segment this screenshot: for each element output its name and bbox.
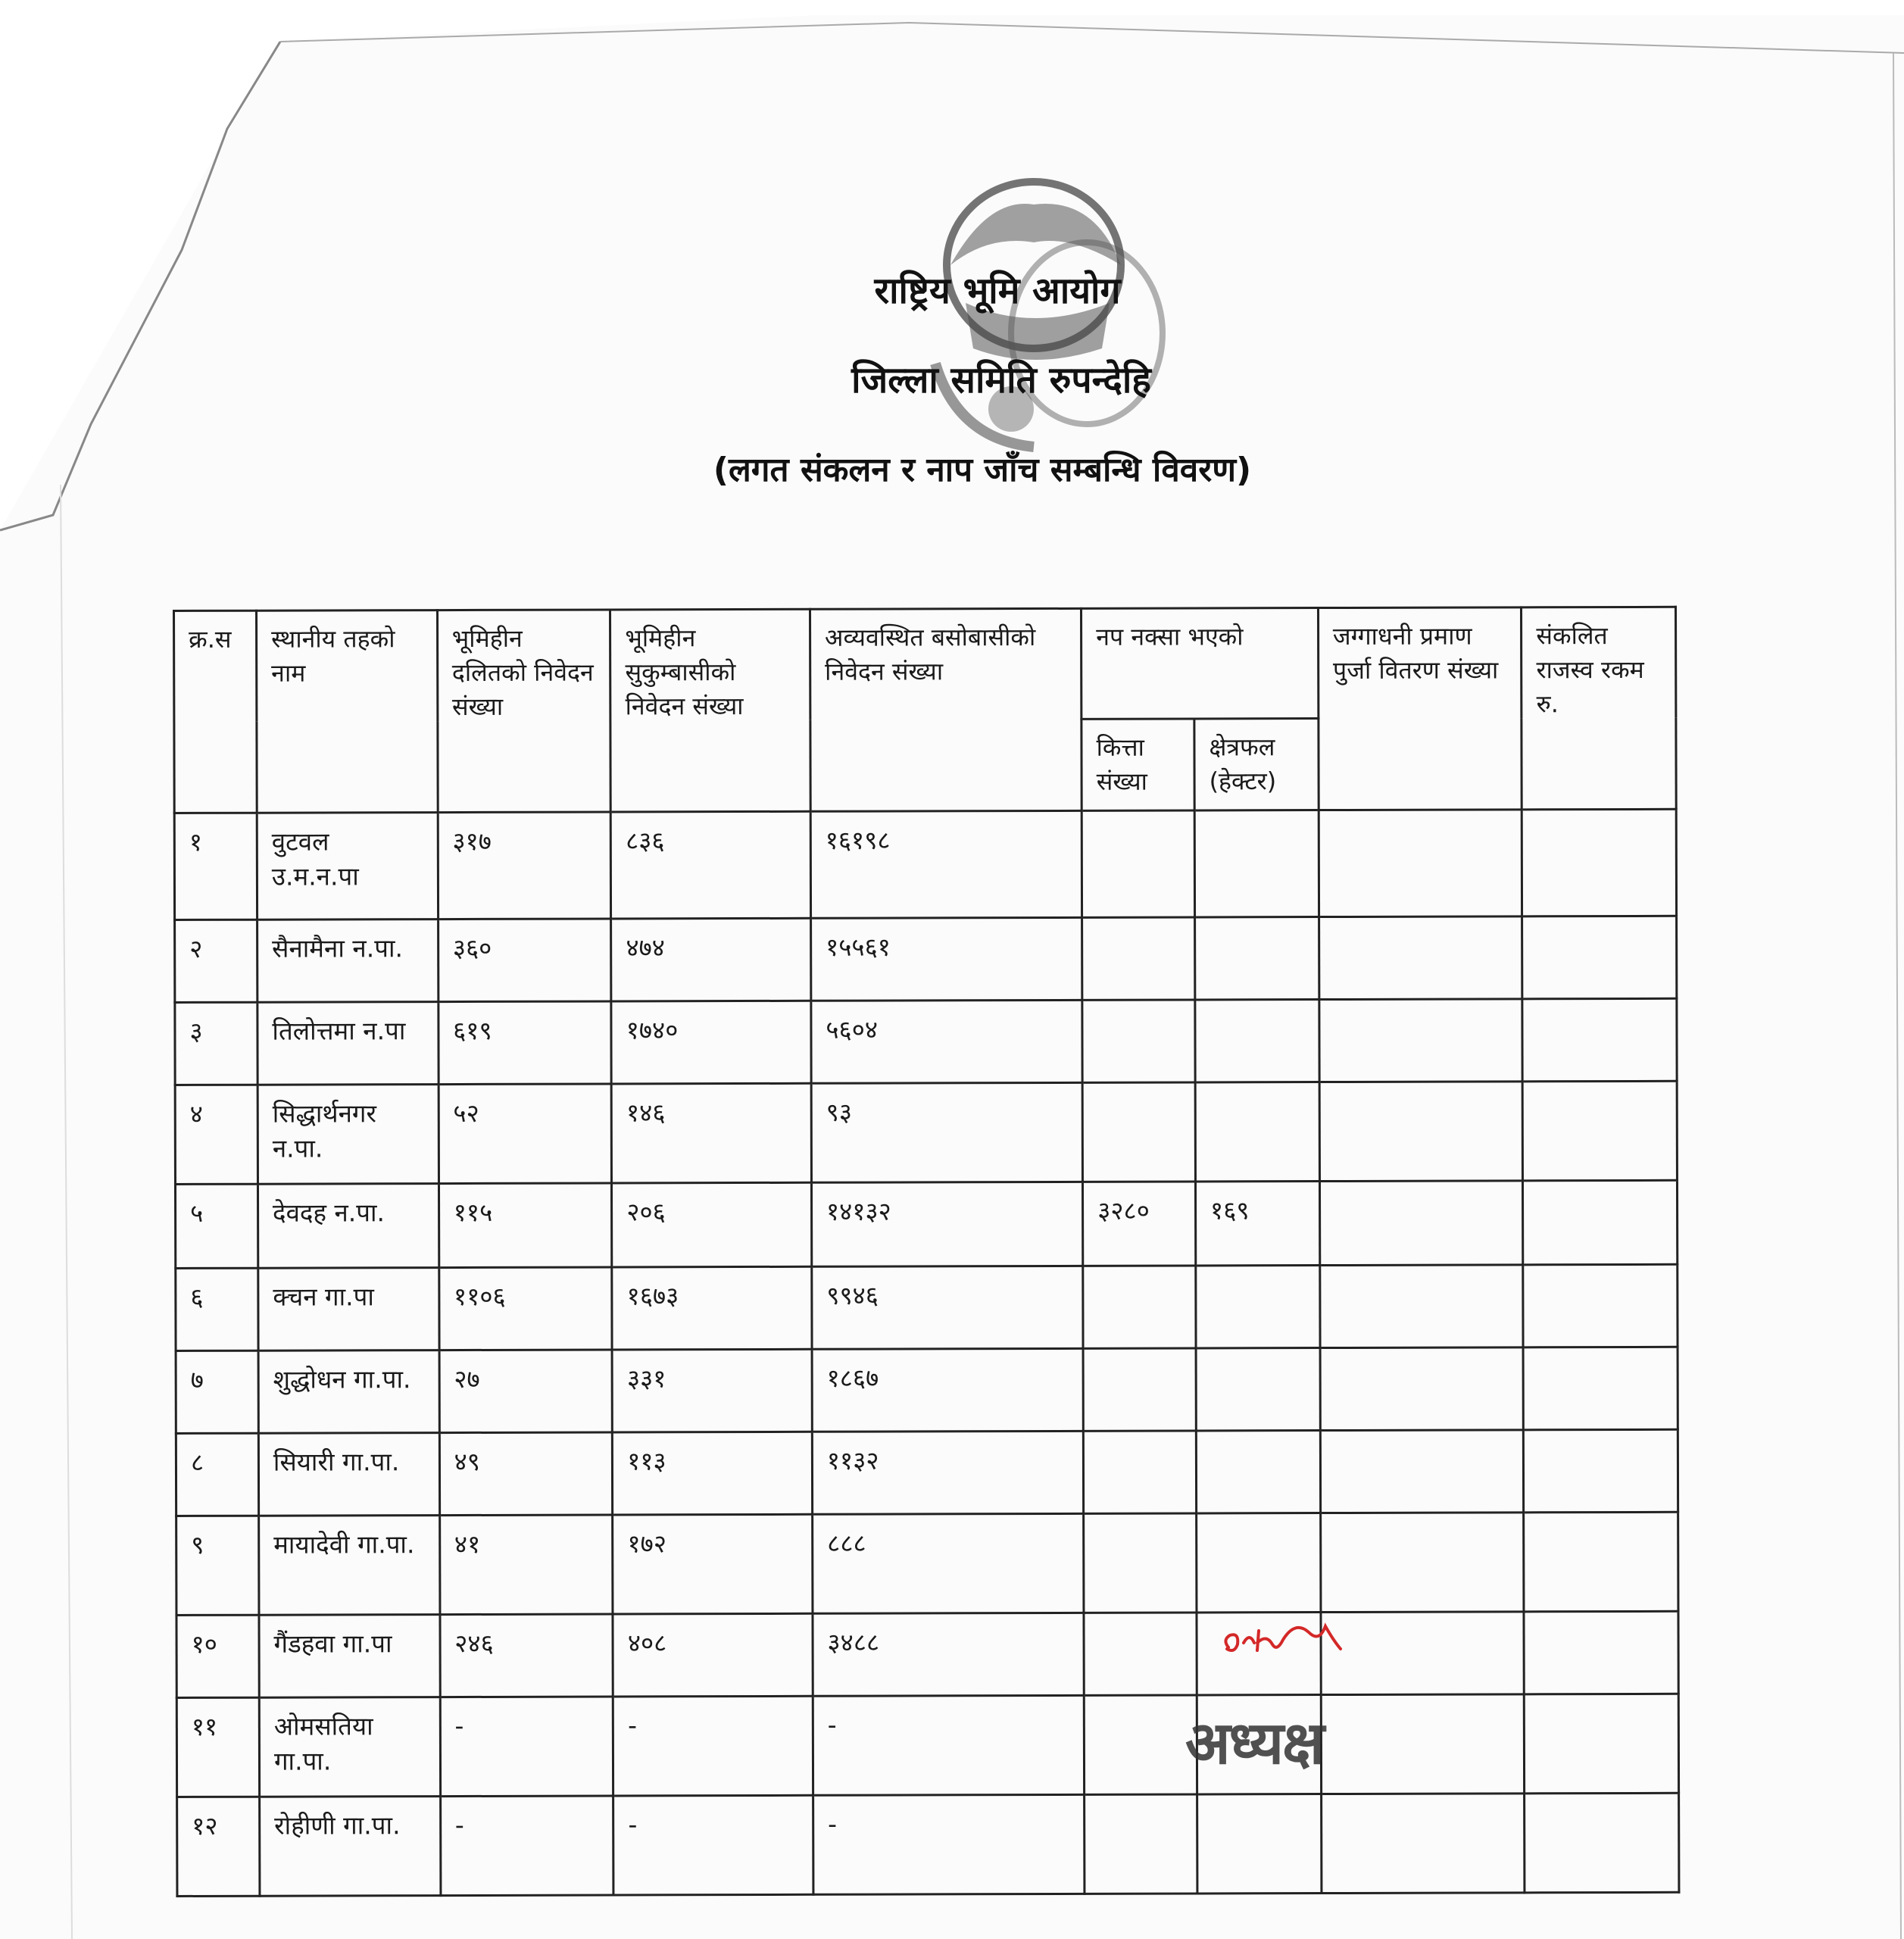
cell-rajasva: [1523, 1264, 1678, 1347]
table-row: [176, 1347, 1678, 1433]
cell-kitta: [1084, 1513, 1197, 1613]
cell-rajasva: [1524, 1512, 1678, 1612]
cell-name: सैनामैना न.पा.: [258, 919, 439, 1002]
cell-sn: ८: [176, 1433, 258, 1516]
cell-jagga: [1319, 998, 1523, 1082]
table-row: [176, 1512, 1678, 1615]
cell-dalit: ३१७: [438, 812, 611, 920]
chairperson-designation: अध्यक्ष: [1185, 1709, 1324, 1778]
cell-kitta: [1085, 1794, 1197, 1894]
cell-rajasva: [1523, 1180, 1678, 1265]
cell-area: [1194, 810, 1319, 916]
cell-sukumbasi: ४०८: [613, 1613, 813, 1697]
cell-sn: ११: [176, 1697, 259, 1797]
org-title: राष्ट्रिय भूमि आयोग: [874, 270, 1121, 312]
cell-sn: ६: [176, 1268, 258, 1350]
cell-jagga: [1319, 809, 1522, 916]
cell-sukumbasi: ३३१: [612, 1349, 812, 1432]
cell-kitta: [1082, 1000, 1195, 1082]
cell-sukumbasi: -: [613, 1795, 813, 1895]
cell-name: सियारी गा.पा.: [258, 1432, 439, 1516]
cell-avyavasthit: ५६०४: [811, 1000, 1083, 1083]
cell-avyavasthit: १८६७: [812, 1348, 1084, 1432]
cell-jagga: [1320, 1347, 1524, 1430]
table-header-row: [174, 607, 1676, 721]
cell-sn: १: [174, 813, 257, 920]
cell-rajasva: [1524, 1694, 1678, 1794]
cell-name: मायादेवी गा.पा.: [259, 1515, 440, 1615]
col-header-area: क्षेत्रफल (हेक्टर): [1194, 719, 1319, 810]
cell-avyavasthit: -: [813, 1695, 1085, 1795]
cell-dalit: २४६: [440, 1614, 613, 1697]
cell-rajasva: [1524, 1611, 1678, 1694]
cell-sn: ३: [175, 1002, 258, 1085]
cell-rajasva: [1522, 809, 1676, 916]
cell-sukumbasi: १७४०: [611, 1001, 811, 1084]
cell-dalit: ४१: [439, 1515, 613, 1615]
cell-rajasva: [1522, 916, 1677, 999]
cell-sn: ७: [176, 1350, 258, 1433]
table-row: [176, 1264, 1678, 1350]
cell-area: [1197, 1513, 1321, 1612]
cell-avyavasthit: ८८८: [813, 1513, 1085, 1613]
cell-name: गैंडहवा गा.पा: [259, 1614, 440, 1697]
table-row: [175, 1081, 1677, 1184]
cell-rajasva: [1522, 998, 1677, 1082]
cell-avyavasthit: ३४८८: [813, 1613, 1085, 1696]
col-header-sn: क्र.स: [174, 610, 258, 813]
cell-avyavasthit: १५५६१: [810, 917, 1082, 1001]
cell-name: रोहीणी गा.पा.: [260, 1796, 441, 1896]
cell-name: शुद्धोधन गा.पा.: [258, 1350, 439, 1433]
cell-jagga: [1320, 1429, 1524, 1513]
col-header-kitta: कित्ता संख्या: [1082, 719, 1194, 810]
handwritten-signature: [1219, 1610, 1356, 1663]
col-header-sukumbasi: भूमिहीन सुकुम्बासीको निवेदन संख्या: [610, 609, 810, 811]
cell-avyavasthit: ९३: [811, 1082, 1083, 1182]
cell-rajasva: [1525, 1793, 1679, 1893]
col-header-name: स्थानीय तहको नाम: [256, 610, 437, 813]
cell-name: क्चन गा.पा: [258, 1267, 439, 1350]
cell-area: [1196, 1265, 1320, 1347]
cell-kitta: ३२८०: [1083, 1182, 1196, 1266]
cell-sn: १२: [177, 1797, 260, 1896]
cell-avyavasthit: १४१३२: [811, 1182, 1083, 1266]
cell-area: [1195, 1082, 1319, 1181]
cell-dalit: -: [440, 1796, 613, 1896]
cell-dalit: ५२: [439, 1084, 612, 1184]
cell-area: [1196, 1347, 1320, 1430]
table-row: [174, 809, 1676, 920]
cell-area: १६९: [1195, 1181, 1319, 1265]
table-row: [176, 1611, 1678, 1697]
cell-jagga: [1320, 1264, 1524, 1347]
table-row: [177, 1793, 1679, 1896]
cell-sn: १०: [176, 1615, 259, 1697]
cell-avyavasthit: ९९४६: [812, 1266, 1084, 1349]
cell-kitta: [1083, 1266, 1196, 1348]
table-row: [175, 998, 1677, 1085]
cell-dalit: ३६०: [438, 919, 611, 1002]
table-row: [175, 916, 1677, 1002]
survey-data-table: [173, 606, 1680, 1897]
col-header-nap: नप नक्सा भएको: [1082, 608, 1319, 720]
col-header-jagga: जग्गाधनी प्रमाण पुर्जा वितरण संख्या: [1318, 607, 1522, 810]
cell-sn: ९: [176, 1516, 259, 1615]
col-header-avyavasthit: अव्यवस्थित बसोबासीको निवेदन संख्या: [810, 608, 1082, 811]
cell-jagga: [1319, 1180, 1523, 1265]
cell-sn: २: [175, 920, 258, 1002]
cell-jagga: [1321, 1694, 1525, 1794]
cell-jagga: [1319, 916, 1522, 999]
cell-kitta: [1083, 1348, 1196, 1431]
cell-dalit: ११०६: [439, 1267, 612, 1350]
table-row: [176, 1694, 1678, 1797]
cell-sukumbasi: ११३: [613, 1432, 813, 1515]
committee-title: जिल्ला समिति रुपन्देहि: [851, 359, 1151, 401]
col-header-dalit: भूमिहीन दलितको निवेदन संख्या: [437, 610, 610, 812]
cell-name: ओमसतिया गा.पा.: [259, 1697, 440, 1797]
cell-dalit: ११५: [439, 1183, 612, 1268]
table-row: [175, 1180, 1677, 1268]
cell-kitta: [1082, 810, 1194, 917]
cell-dalit: -: [440, 1697, 613, 1797]
cell-area: [1196, 1430, 1320, 1513]
cell-sukumbasi: २०६: [612, 1182, 812, 1267]
cell-rajasva: [1524, 1429, 1678, 1513]
cell-sukumbasi: -: [613, 1696, 813, 1796]
cell-name: वुटवल उ.म.न.पा: [257, 812, 438, 920]
cell-kitta: [1084, 1613, 1197, 1695]
cell-avyavasthit: ११३२: [812, 1431, 1084, 1514]
cell-dalit: २७: [439, 1350, 613, 1433]
cell-area: [1197, 1794, 1322, 1893]
table-body: [174, 809, 1679, 1896]
cell-name: सिद्धार्थनगर न.पा.: [258, 1084, 439, 1184]
cell-name: तिलोत्तमा न.पा: [258, 1001, 439, 1085]
cell-kitta: [1082, 1082, 1195, 1182]
cell-sn: ४: [175, 1085, 258, 1184]
cell-dalit: ६१९: [439, 1001, 612, 1085]
cell-sukumbasi: ४७४: [611, 918, 811, 1001]
cell-name: देवदह न.पा.: [258, 1183, 439, 1268]
cell-sukumbasi: १६७३: [612, 1266, 812, 1350]
cell-jagga: [1319, 1081, 1523, 1181]
cell-rajasva: [1523, 1347, 1678, 1430]
cell-area: [1195, 916, 1319, 999]
cell-dalit: ४९: [439, 1432, 613, 1516]
col-header-rajasva: संकलित राजस्व रकम रु.: [1522, 607, 1676, 809]
document-subtitle: (लगत संकलन र नाप जाँच सम्बन्धि विवरण): [713, 451, 1252, 489]
cell-sukumbasi: ८३६: [610, 811, 810, 919]
cell-avyavasthit: -: [813, 1794, 1085, 1894]
cell-sukumbasi: १७२: [613, 1514, 813, 1614]
cell-jagga: [1321, 1793, 1525, 1893]
cell-kitta: [1082, 917, 1195, 1000]
cell-avyavasthit: १६१९८: [810, 810, 1082, 918]
cell-sukumbasi: १४६: [611, 1083, 811, 1183]
table-row: [176, 1429, 1678, 1516]
cell-area: [1195, 999, 1319, 1082]
cell-rajasva: [1522, 1081, 1677, 1181]
cell-sn: ५: [175, 1184, 258, 1268]
cell-jagga: [1320, 1512, 1524, 1612]
cell-kitta: [1084, 1695, 1197, 1794]
cell-kitta: [1083, 1431, 1196, 1513]
